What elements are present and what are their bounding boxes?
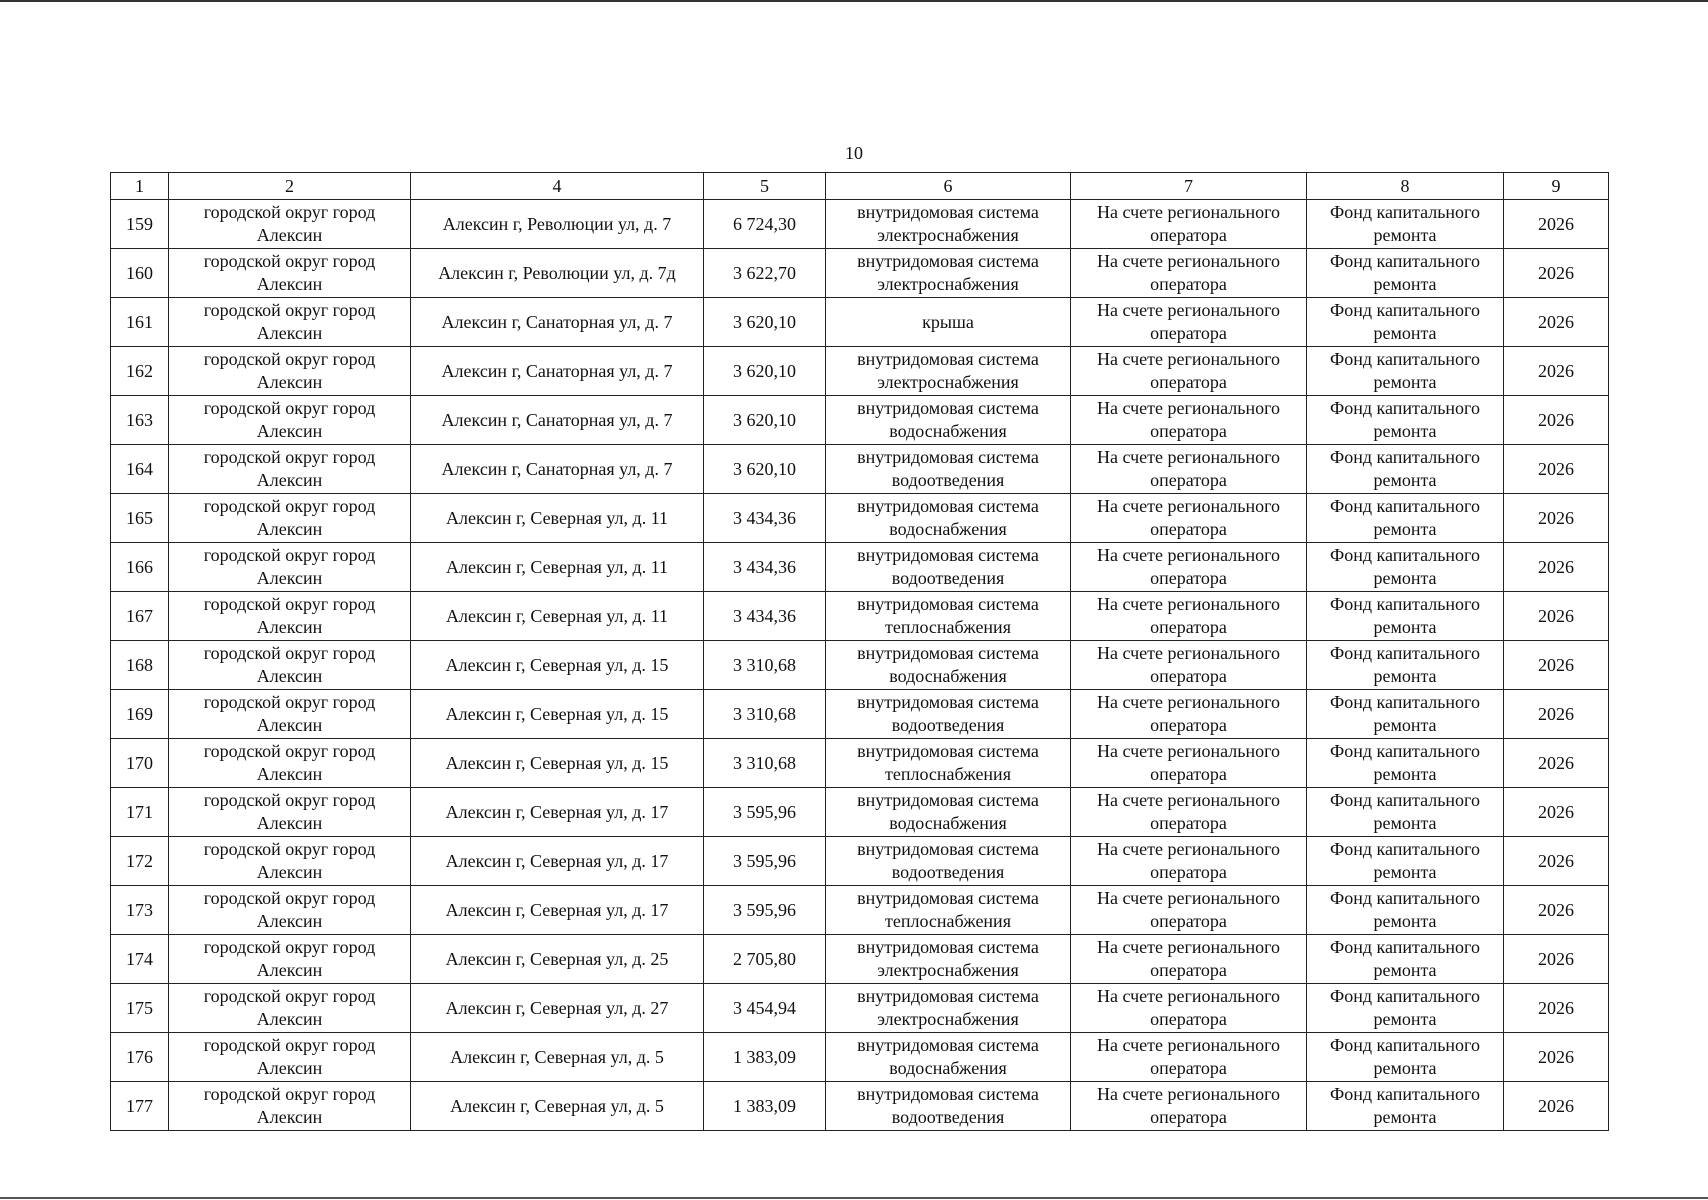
work-type-cell: внутридомовая система водоотведения: [826, 445, 1071, 494]
area-cell: 3 434,36: [704, 494, 826, 543]
table-row: [111, 739, 1609, 788]
column-header: 1: [111, 173, 169, 200]
municipality-cell: городской округ город Алексин: [169, 494, 411, 543]
work-type-cell: внутридомовая система теплоснабжения: [826, 886, 1071, 935]
year-cell: 2026: [1504, 1033, 1609, 1082]
work-type-cell: внутридомовая система водоотведения: [826, 690, 1071, 739]
row-number-cell: 171: [111, 788, 169, 837]
row-number-cell: 164: [111, 445, 169, 494]
funding-source-cell: Фонд капитального ремонта: [1307, 494, 1504, 543]
account-type-cell: На счете регионального оператора: [1071, 984, 1307, 1033]
area-cell: 3 622,70: [704, 249, 826, 298]
table-row: [111, 641, 1609, 690]
row-number-cell: 169: [111, 690, 169, 739]
row-number-cell: 173: [111, 886, 169, 935]
year-cell: 2026: [1504, 445, 1609, 494]
account-type-cell: На счете регионального оператора: [1071, 788, 1307, 837]
municipality-cell: городской округ город Алексин: [169, 445, 411, 494]
work-type-cell: внутридомовая система электроснабжения: [826, 200, 1071, 249]
address-cell: Алексин г, Северная ул, д. 15: [411, 690, 704, 739]
address-cell: Алексин г, Санаторная ул, д. 7: [411, 445, 704, 494]
work-type-cell: внутридомовая система электроснабжения: [826, 347, 1071, 396]
municipality-cell: городской округ город Алексин: [169, 249, 411, 298]
address-cell: Алексин г, Северная ул, д. 25: [411, 935, 704, 984]
funding-source-cell: Фонд капитального ремонта: [1307, 690, 1504, 739]
row-number-cell: 168: [111, 641, 169, 690]
area-cell: 3 310,68: [704, 641, 826, 690]
row-number-cell: 175: [111, 984, 169, 1033]
account-type-cell: На счете регионального оператора: [1071, 347, 1307, 396]
funding-source-cell: Фонд капитального ремонта: [1307, 641, 1504, 690]
account-type-cell: На счете регионального оператора: [1071, 249, 1307, 298]
area-cell: 2 705,80: [704, 935, 826, 984]
table-row: [111, 788, 1609, 837]
work-type-cell: внутридомовая система водоотведения: [826, 1082, 1071, 1131]
area-cell: 3 620,10: [704, 347, 826, 396]
table-row: [111, 984, 1609, 1033]
column-header: 2: [169, 173, 411, 200]
account-type-cell: На счете регионального оператора: [1071, 690, 1307, 739]
row-number-cell: 174: [111, 935, 169, 984]
funding-source-cell: Фонд капитального ремонта: [1307, 886, 1504, 935]
area-cell: 3 454,94: [704, 984, 826, 1033]
row-number-cell: 167: [111, 592, 169, 641]
address-cell: Алексин г, Северная ул, д. 11: [411, 543, 704, 592]
work-type-cell: внутридомовая система водоотведения: [826, 543, 1071, 592]
column-header: 6: [826, 173, 1071, 200]
table-row: [111, 494, 1609, 543]
funding-source-cell: Фонд капитального ремонта: [1307, 739, 1504, 788]
area-cell: 3 595,96: [704, 837, 826, 886]
account-type-cell: На счете регионального оператора: [1071, 886, 1307, 935]
account-type-cell: На счете регионального оператора: [1071, 494, 1307, 543]
address-cell: Алексин г, Санаторная ул, д. 7: [411, 298, 704, 347]
account-type-cell: На счете регионального оператора: [1071, 396, 1307, 445]
municipality-cell: городской округ город Алексин: [169, 298, 411, 347]
row-number-cell: 176: [111, 1033, 169, 1082]
address-cell: Алексин г, Санаторная ул, д. 7: [411, 347, 704, 396]
municipality-cell: городской округ город Алексин: [169, 837, 411, 886]
account-type-cell: На счете регионального оператора: [1071, 543, 1307, 592]
funding-source-cell: Фонд капитального ремонта: [1307, 347, 1504, 396]
table-row: [111, 1033, 1609, 1082]
municipality-cell: городской округ город Алексин: [169, 1033, 411, 1082]
work-type-cell: внутридомовая система теплоснабжения: [826, 739, 1071, 788]
year-cell: 2026: [1504, 935, 1609, 984]
row-number-cell: 170: [111, 739, 169, 788]
account-type-cell: На счете регионального оператора: [1071, 935, 1307, 984]
table-row: [111, 249, 1609, 298]
work-type-cell: внутридомовая система водоснабжения: [826, 788, 1071, 837]
funding-source-cell: Фонд капитального ремонта: [1307, 298, 1504, 347]
table-row: [111, 347, 1609, 396]
table-row: [111, 298, 1609, 347]
table-row: [111, 543, 1609, 592]
area-cell: 3 310,68: [704, 739, 826, 788]
work-type-cell: внутридомовая система водоотведения: [826, 837, 1071, 886]
municipality-cell: городской округ город Алексин: [169, 543, 411, 592]
funding-source-cell: Фонд капитального ремонта: [1307, 984, 1504, 1033]
year-cell: 2026: [1504, 494, 1609, 543]
header-row: [111, 173, 1609, 200]
municipality-cell: городской округ город Алексин: [169, 347, 411, 396]
account-type-cell: На счете регионального оператора: [1071, 739, 1307, 788]
row-number-cell: 159: [111, 200, 169, 249]
work-type-cell: внутридомовая система водоснабжения: [826, 396, 1071, 445]
address-cell: Алексин г, Северная ул, д. 17: [411, 788, 704, 837]
account-type-cell: На счете регионального оператора: [1071, 200, 1307, 249]
funding-source-cell: Фонд капитального ремонта: [1307, 445, 1504, 494]
column-header: 7: [1071, 173, 1307, 200]
account-type-cell: На счете регионального оператора: [1071, 1082, 1307, 1131]
year-cell: 2026: [1504, 886, 1609, 935]
address-cell: Алексин г, Северная ул, д. 27: [411, 984, 704, 1033]
row-number-cell: 166: [111, 543, 169, 592]
area-cell: 3 434,36: [704, 543, 826, 592]
area-cell: 3 595,96: [704, 886, 826, 935]
work-type-cell: внутридомовая система электроснабжения: [826, 249, 1071, 298]
column-header: 9: [1504, 173, 1609, 200]
top-scan-edge: [0, 0, 1708, 2]
municipality-cell: городской округ город Алексин: [169, 935, 411, 984]
bottom-scan-edge: [0, 1197, 1708, 1199]
municipality-cell: городской округ город Алексин: [169, 984, 411, 1033]
row-number-cell: 172: [111, 837, 169, 886]
area-cell: 3 595,96: [704, 788, 826, 837]
area-cell: 6 724,30: [704, 200, 826, 249]
table-row: [111, 1082, 1609, 1131]
year-cell: 2026: [1504, 249, 1609, 298]
funding-source-cell: Фонд капитального ремонта: [1307, 543, 1504, 592]
year-cell: 2026: [1504, 543, 1609, 592]
work-type-cell: внутридомовая система водоснабжения: [826, 1033, 1071, 1082]
area-cell: 1 383,09: [704, 1082, 826, 1131]
table-row: [111, 935, 1609, 984]
year-cell: 2026: [1504, 396, 1609, 445]
table-row: [111, 200, 1609, 249]
capital-repair-table: [110, 172, 1609, 1131]
year-cell: 2026: [1504, 298, 1609, 347]
column-header: 5: [704, 173, 826, 200]
year-cell: 2026: [1504, 641, 1609, 690]
municipality-cell: городской округ город Алексин: [169, 592, 411, 641]
row-number-cell: 165: [111, 494, 169, 543]
row-number-cell: 161: [111, 298, 169, 347]
table-row: [111, 396, 1609, 445]
funding-source-cell: Фонд капитального ремонта: [1307, 200, 1504, 249]
year-cell: 2026: [1504, 592, 1609, 641]
year-cell: 2026: [1504, 837, 1609, 886]
table-row: [111, 690, 1609, 739]
municipality-cell: городской округ город Алексин: [169, 739, 411, 788]
account-type-cell: На счете регионального оператора: [1071, 592, 1307, 641]
work-type-cell: крыша: [826, 298, 1071, 347]
municipality-cell: городской округ город Алексин: [169, 1082, 411, 1131]
funding-source-cell: Фонд капитального ремонта: [1307, 788, 1504, 837]
year-cell: 2026: [1504, 984, 1609, 1033]
area-cell: 1 383,09: [704, 1033, 826, 1082]
area-cell: 3 310,68: [704, 690, 826, 739]
funding-source-cell: Фонд капитального ремонта: [1307, 1033, 1504, 1082]
year-cell: 2026: [1504, 347, 1609, 396]
column-header: 4: [411, 173, 704, 200]
row-number-cell: 177: [111, 1082, 169, 1131]
municipality-cell: городской округ город Алексин: [169, 200, 411, 249]
table-row: [111, 837, 1609, 886]
year-cell: 2026: [1504, 200, 1609, 249]
table-row: [111, 445, 1609, 494]
table-row: [111, 886, 1609, 935]
column-header: 8: [1307, 173, 1504, 200]
account-type-cell: На счете регионального оператора: [1071, 837, 1307, 886]
address-cell: Алексин г, Северная ул, д. 5: [411, 1082, 704, 1131]
work-type-cell: внутридомовая система электроснабжения: [826, 984, 1071, 1033]
year-cell: 2026: [1504, 690, 1609, 739]
address-cell: Алексин г, Революции ул, д. 7: [411, 200, 704, 249]
area-cell: 3 434,36: [704, 592, 826, 641]
area-cell: 3 620,10: [704, 445, 826, 494]
address-cell: Алексин г, Северная ул, д. 11: [411, 592, 704, 641]
address-cell: Алексин г, Северная ул, д. 15: [411, 739, 704, 788]
funding-source-cell: Фонд капитального ремонта: [1307, 396, 1504, 445]
address-cell: Алексин г, Санаторная ул, д. 7: [411, 396, 704, 445]
municipality-cell: городской округ город Алексин: [169, 788, 411, 837]
municipality-cell: городской округ город Алексин: [169, 641, 411, 690]
municipality-cell: городской округ город Алексин: [169, 886, 411, 935]
funding-source-cell: Фонд капитального ремонта: [1307, 1082, 1504, 1131]
address-cell: Алексин г, Северная ул, д. 11: [411, 494, 704, 543]
work-type-cell: внутридомовая система водоснабжения: [826, 641, 1071, 690]
row-number-cell: 160: [111, 249, 169, 298]
year-cell: 2026: [1504, 1082, 1609, 1131]
area-cell: 3 620,10: [704, 298, 826, 347]
address-cell: Алексин г, Северная ул, д. 17: [411, 837, 704, 886]
address-cell: Алексин г, Северная ул, д. 5: [411, 1033, 704, 1082]
address-cell: Алексин г, Революции ул, д. 7д: [411, 249, 704, 298]
work-type-cell: внутридомовая система электроснабжения: [826, 935, 1071, 984]
year-cell: 2026: [1504, 739, 1609, 788]
address-cell: Алексин г, Северная ул, д. 17: [411, 886, 704, 935]
account-type-cell: На счете регионального оператора: [1071, 1033, 1307, 1082]
municipality-cell: городской округ город Алексин: [169, 396, 411, 445]
account-type-cell: На счете регионального оператора: [1071, 445, 1307, 494]
funding-source-cell: Фонд капитального ремонта: [1307, 837, 1504, 886]
funding-source-cell: Фонд капитального ремонта: [1307, 935, 1504, 984]
funding-source-cell: Фонд капитального ремонта: [1307, 249, 1504, 298]
area-cell: 3 620,10: [704, 396, 826, 445]
row-number-cell: 162: [111, 347, 169, 396]
work-type-cell: внутридомовая система теплоснабжения: [826, 592, 1071, 641]
table-row: [111, 592, 1609, 641]
page-number: 10: [845, 143, 863, 163]
row-number-cell: 163: [111, 396, 169, 445]
funding-source-cell: Фонд капитального ремонта: [1307, 592, 1504, 641]
account-type-cell: На счете регионального оператора: [1071, 298, 1307, 347]
account-type-cell: На счете регионального оператора: [1071, 641, 1307, 690]
municipality-cell: городской округ город Алексин: [169, 690, 411, 739]
address-cell: Алексин г, Северная ул, д. 15: [411, 641, 704, 690]
work-type-cell: внутридомовая система водоснабжения: [826, 494, 1071, 543]
year-cell: 2026: [1504, 788, 1609, 837]
